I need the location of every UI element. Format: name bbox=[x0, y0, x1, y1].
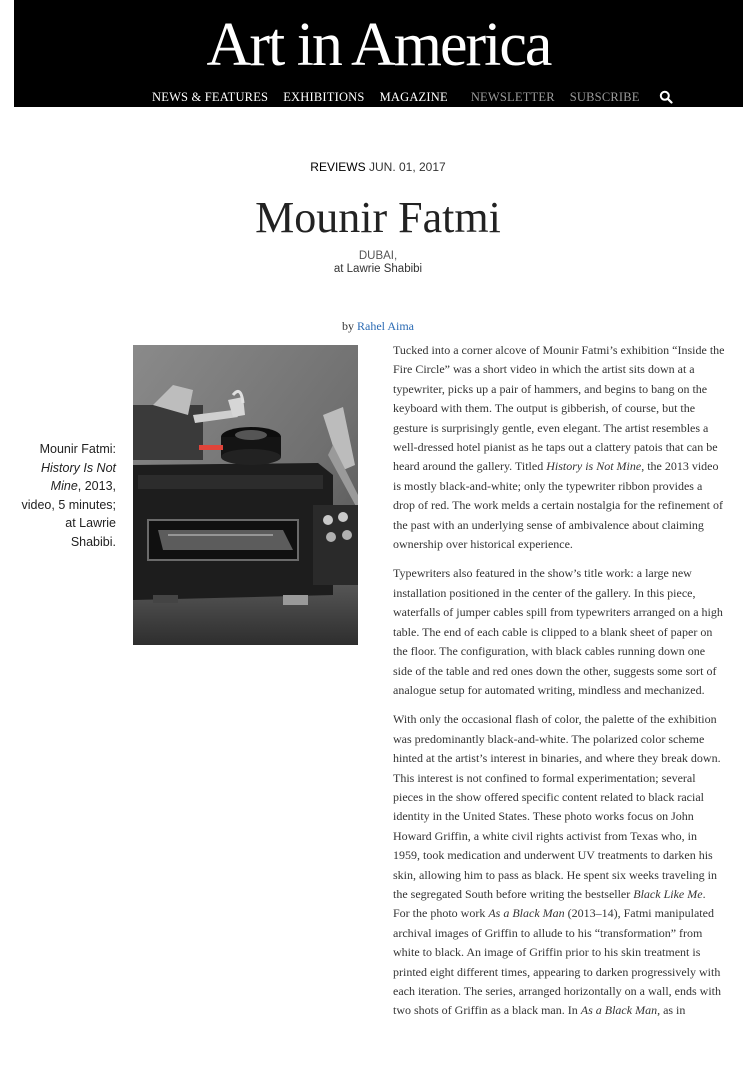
artwork-image[interactable] bbox=[133, 345, 358, 645]
p3-text-c: (2013–14), Fatmi manipulated archival images of Griffin to allude to his “transformation” from white to black. An image of Griffin prior to his skin treatment is printed eight different times, appearing to darken progressively with each iteration. The series, arranged horizontally on a wall, ends with two shots of Griffin as a black man. In bbox=[393, 906, 721, 1018]
nav-newsletter[interactable]: NEWSLETTER bbox=[470, 89, 555, 104]
paragraph-3 bbox=[393, 710, 725, 1021]
byline bbox=[0, 319, 756, 334]
caption-work-title: History Is Not Mine bbox=[40, 460, 116, 493]
location-venue: at Lawrie Shabibi bbox=[333, 263, 423, 275]
publish-date: JUN. 01, 2017 bbox=[368, 160, 446, 174]
p3-work-title-2: As a Black Man bbox=[580, 1003, 658, 1018]
nav-exhibitions[interactable]: EXHIBITIONS bbox=[283, 89, 365, 104]
article-location bbox=[0, 250, 756, 276]
figure-caption bbox=[20, 440, 116, 551]
section-label[interactable]: REVIEWS bbox=[310, 160, 366, 174]
paragraph-1 bbox=[393, 341, 725, 554]
search-icon[interactable] bbox=[659, 90, 673, 104]
article-body bbox=[393, 341, 725, 1031]
location-city: DUBAI, bbox=[358, 250, 398, 262]
caption-details: , 2013, video, 5 minutes; at Lawrie Shabibi. bbox=[21, 479, 116, 549]
site-logo[interactable]: Art in America bbox=[206, 11, 551, 79]
p3-text-b: . For the photo work bbox=[393, 886, 706, 921]
p1-text-b: , the 2013 video is mostly black-and-white; only the typewriter ribbon provides a drop of red. The work melds a certain nostalgia for the refinement of the past with an underlying sense of ambivalence about claiming ownership over historical experience. bbox=[393, 459, 723, 552]
article-title: Mounir Fatmi bbox=[255, 193, 501, 242]
nav-subscribe[interactable]: SUBSCRIBE bbox=[569, 89, 640, 104]
nav-magazine[interactable]: MAGAZINE bbox=[379, 89, 448, 104]
article-meta bbox=[0, 160, 756, 174]
paragraph-2: Typewriters also featured in the show’s title work: a large new installation positioned in the center of the gallery. In this piece, waterfalls of jumper cables spill from typewriters arranged on a high table. The end of each cable is clipped to a blank sheet of paper on the floor. The configuration, with black cables running down one side of the table and red ones down the other, suggests some sort of analogue setup for automated writing, mindless and mechanized. bbox=[393, 566, 723, 697]
p3-text-a: With only the occasional flash of color, the palette of the exhibition was predominantly black-and-white. The polarized color scheme hinted at the artist’s interest in binaries, and where they break down. This interest is not confined to formal experimentation; several pieces in the show offered specific content related to black racial identity in the United States. These photo works focus on John Howard Griffin, a white civil rights activist from Texas who, in 1959, took medication and underwent UV treatments to darken his skin, allowing him to pass as black. He spent six weeks traveling in the segregated South before writing the bestseller bbox=[393, 712, 721, 901]
byline-prefix: by bbox=[342, 319, 354, 333]
nav-news-features[interactable]: NEWS & FEATURES bbox=[152, 89, 269, 104]
author-link[interactable]: Rahel Aima bbox=[357, 319, 414, 333]
p1-text-a: Tucked into a corner alcove of Mounir Fatmi’s exhibition “Inside the Fire Circle” was a short video in which the artist sits down at a typewriter, picks up a pair of hammers, and begins to bang on the keyboard with them. The output is gibberish, of course, but the gesture is surprisingly gentle, even elegant. The artist resembles a well-dressed hotel pianist as he taps out a clattery patois that can be heard around the gallery. Titled bbox=[393, 343, 725, 474]
site-header bbox=[14, 0, 743, 107]
main-nav bbox=[152, 89, 673, 105]
p3-book-title: Black Like Me bbox=[633, 886, 703, 901]
p3-text-d: , as in bbox=[657, 1003, 686, 1018]
caption-artist: Mounir Fatmi: bbox=[39, 442, 116, 456]
p3-work-title-1: As a Black Man bbox=[488, 906, 565, 921]
p1-work-title: History is Not Mine bbox=[546, 459, 642, 474]
typewriter-illustration bbox=[133, 345, 358, 645]
